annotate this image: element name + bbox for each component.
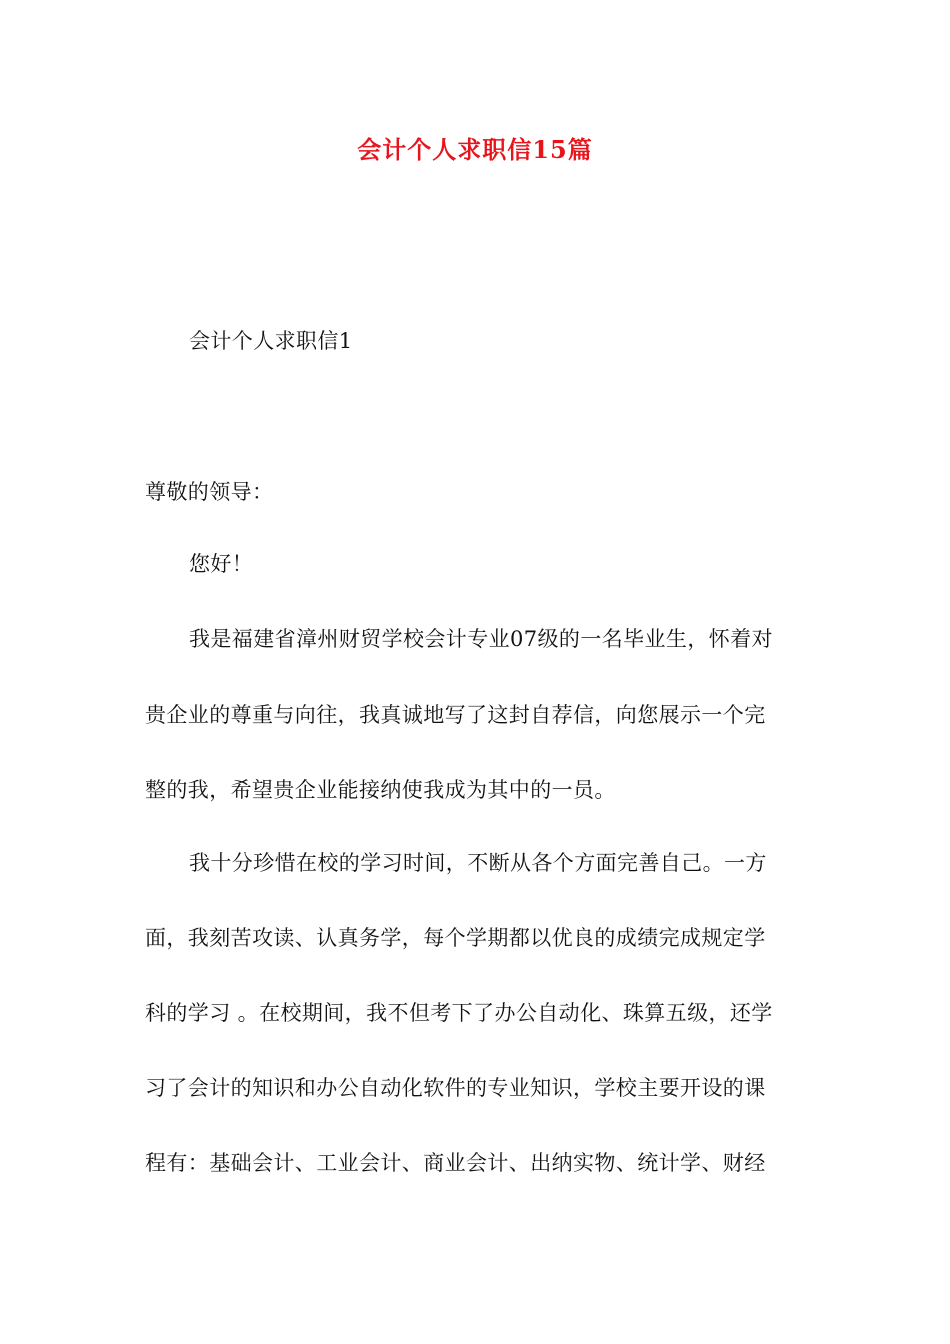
paragraph-line: 程有：基础会计、工业会计、商业会计、出纳实物、统计学、财经 (145, 1151, 766, 1175)
section-heading: 会计个人求职信1 (189, 329, 353, 353)
greeting: 您好！ (189, 552, 254, 576)
paragraph-line: 整的我，希望贵企业能接纳使我成为其中的一员。 (145, 778, 616, 802)
paragraph-line: 科的学习 。在校期间，我不但考下了办公自动化、珠算五级，还学 (145, 1001, 773, 1025)
salutation: 尊敬的领导： (145, 480, 274, 504)
paragraph-line: 贵企业的尊重与向往，我真诚地写了这封自荐信，向您展示一个完 (145, 703, 766, 727)
paragraph-line: 习了会计的知识和办公自动化软件的专业知识，学校主要开设的课 (145, 1076, 766, 1100)
paragraph-line: 面，我刻苦攻读、认真务学，每个学期都以优良的成绩完成规定学 (145, 926, 766, 950)
paragraph-line: 我是福建省漳州财贸学校会计专业07级的一名毕业生，怀着对 (189, 627, 773, 651)
document-title: 会计个人求职信15篇 (357, 135, 593, 164)
paragraph-line: 我十分珍惜在校的学习时间，不断从各个方面完善自己。一方 (189, 851, 767, 875)
